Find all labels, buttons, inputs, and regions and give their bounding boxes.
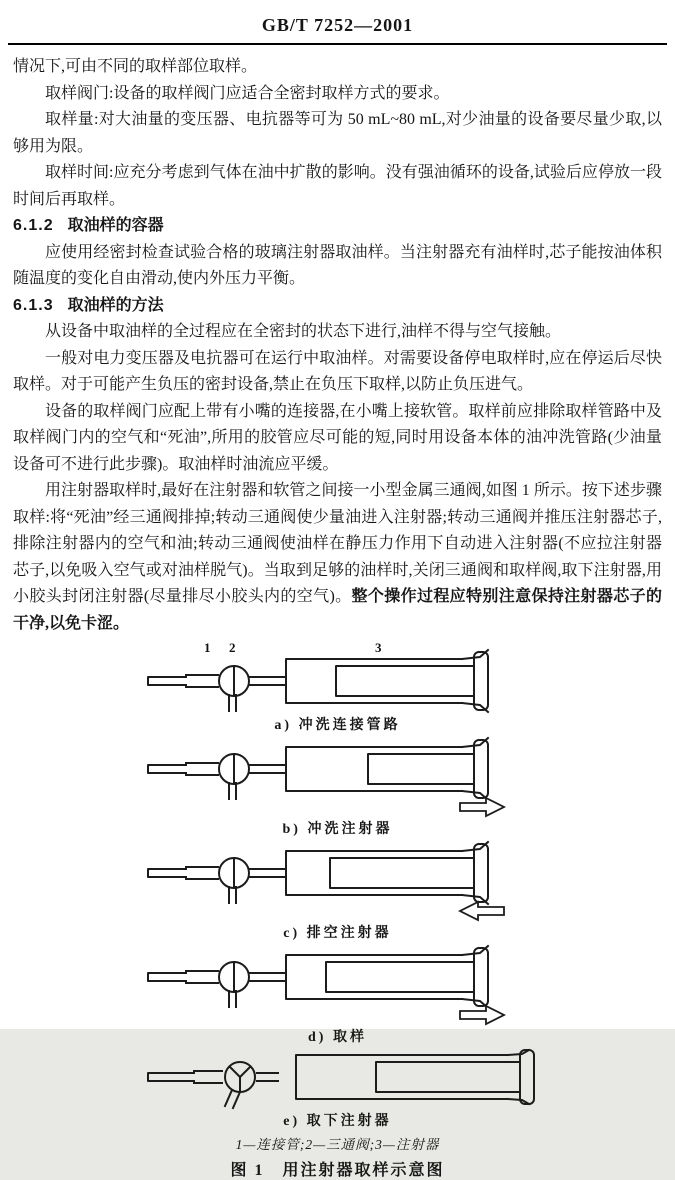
valve-syringe-connector xyxy=(249,869,286,877)
valve-syringe-connector xyxy=(249,973,286,981)
subfigure-c-drawing xyxy=(128,841,548,921)
subfigure-caption: c) 排空注射器 xyxy=(283,926,392,941)
figure-legend: 1—连接管;2—三通阀;3—注射器 xyxy=(235,1137,440,1152)
plunger-thumb-rest xyxy=(474,844,488,902)
section-heading-613 xyxy=(13,293,662,320)
plunger-thumb-rest xyxy=(520,1050,534,1104)
subfigure-d xyxy=(118,945,558,1046)
header-rule xyxy=(8,43,667,45)
syringe xyxy=(296,1050,534,1104)
syringe xyxy=(286,650,488,712)
subfigure-caption: d) 取样 xyxy=(308,1030,367,1045)
subfigure-caption: e) 取下注射器 xyxy=(283,1114,392,1129)
part-label-connecting-tube: 1 xyxy=(203,640,210,655)
subfigure-caption: a) 冲洗连接管路 xyxy=(274,718,401,733)
connecting-tube xyxy=(148,971,218,983)
valve-syringe-connector xyxy=(249,765,286,773)
part-label-syringe: 3 xyxy=(374,640,381,655)
paragraph-sampling-time: 取样时间:应充分考虑到气体在油中扩散的影响。没有强油循环的设备,试验后应停放一段时间后再取样。 xyxy=(13,164,662,208)
three-way-valve xyxy=(219,754,249,799)
syringe xyxy=(286,946,488,1008)
three-way-valve xyxy=(225,1062,255,1108)
paragraph-continuation: 情况下,可由不同的取样部位取样。 xyxy=(13,58,258,75)
section-number: 6.1.3 xyxy=(13,296,54,314)
plunger-thumb-rest xyxy=(474,740,488,798)
valve-stem xyxy=(229,991,236,1007)
syringe xyxy=(286,738,488,800)
paragraph-method-2: 一般对电力变压器及电抗器可在运行中取油样。对需要设备停电取样时,应在停运后尽快取样。对于可能产生负压的密封设备,禁止在负压下取样,以防止负压进气。 xyxy=(13,349,662,393)
paragraph-sampling-amount: 取样量:对大油量的变压器、电抗器等可为 50 mL~80 mL,对少油量的设备要尽量少取,以够用为限。 xyxy=(13,111,662,155)
syringe-plunger xyxy=(368,754,474,784)
syringe-plunger xyxy=(336,666,474,696)
subfigure-e-drawing xyxy=(128,1049,548,1109)
valve-stem xyxy=(229,695,236,711)
doc-number: GB/T 7252—2001 xyxy=(261,15,414,35)
flow-arrow-right-icon xyxy=(460,1006,504,1024)
figure-1 xyxy=(118,639,558,1180)
section-title: 取油样的容器 xyxy=(67,217,164,234)
connecting-tube xyxy=(148,867,218,879)
part-label-three-way-valve: 2 xyxy=(228,640,235,655)
connecting-tube xyxy=(148,763,218,775)
valve-outlet-stub xyxy=(257,1073,278,1081)
three-way-valve xyxy=(219,858,249,903)
syringe-plunger xyxy=(376,1062,520,1092)
section-title: 取油样的方法 xyxy=(67,296,164,314)
paragraph-method-4-main: 用注射器取样时,最好在注射器和软管之间接一小型金属三通阀,如图 1 所示。按下述步骤取样:将“死油”经三通阀排掉;转动三通阀使少量油进入注射器;转动三通阀并推压注射器芯子,排除注射器内的空气和油;转动三通阀使油样在静压力作用下自动进入注射器(不应拉注射器芯子,以免吸入空气或对油样脱气)。当取到足够的油样时,关闭三通阀和取样阀,取下注射器,用小胶头封闭注射器(尽量排尽小胶头内的空气)。 xyxy=(13,482,662,605)
plunger-thumb-rest xyxy=(474,948,488,1006)
doc-header xyxy=(0,0,675,36)
syringe xyxy=(286,842,488,904)
paragraph-method-3: 设备的取样阀门应配上带有小嘴的连接器,在小嘴上接软管。取样前应排除取样管路中及取样阀门内的空气和“死油”,所用的胶管应尽可能的短,同时用设备本体的油冲洗管路(少油量设备可不进行此步骤)。取油样时油流应平缓。 xyxy=(13,402,662,473)
connecting-tube xyxy=(148,675,218,687)
flow-arrow-right-icon xyxy=(460,798,504,816)
section-heading-612 xyxy=(13,213,662,240)
subfigure-e xyxy=(118,1049,558,1130)
syringe-plunger xyxy=(330,858,474,888)
three-way-valve xyxy=(219,962,249,1007)
valve-stem xyxy=(229,887,236,903)
flow-arrow-left-icon xyxy=(460,902,504,920)
plunger-thumb-rest xyxy=(474,652,488,710)
paragraph-method-4-emphasis: 整个操作过程应特别注意保持注射器芯子的干净,以免卡涩。 xyxy=(13,588,662,632)
valve-handle xyxy=(230,1067,250,1090)
subfigure-b xyxy=(118,737,558,838)
valve-stem xyxy=(229,783,236,799)
figure-title: 图 1 用注射器取样示意图 xyxy=(230,1162,445,1179)
three-way-valve xyxy=(219,666,249,711)
subfigure-caption: b) 冲洗注射器 xyxy=(282,822,393,837)
body-text xyxy=(13,54,662,637)
subfigure-a xyxy=(118,639,558,734)
paragraph-container: 应使用经密封检查试验合格的玻璃注射器取油样。当注射器充有油样时,芯子能按油体积随温度的变化自由滑动,使内外压力平衡。 xyxy=(13,243,662,287)
paragraph-method-1: 从设备中取油样的全过程应在全密封的状态下进行,油样不得与空气接触。 xyxy=(45,323,562,340)
syringe-plunger xyxy=(326,962,474,992)
barrel-flange xyxy=(508,1050,529,1104)
paragraph-method-4 xyxy=(13,478,662,637)
subfigure-b-drawing xyxy=(128,737,548,817)
section-number: 6.1.2 xyxy=(13,217,54,234)
subfigure-c xyxy=(118,841,558,942)
valve-syringe-connector xyxy=(249,677,286,685)
subfigure-d-drawing xyxy=(128,945,548,1025)
paragraph-sampling-valve: 取样阀门:设备的取样阀门应适合全密封取样方式的要求。 xyxy=(45,84,450,102)
subfigure-a-drawing xyxy=(128,639,548,713)
connecting-tube xyxy=(148,1071,222,1083)
